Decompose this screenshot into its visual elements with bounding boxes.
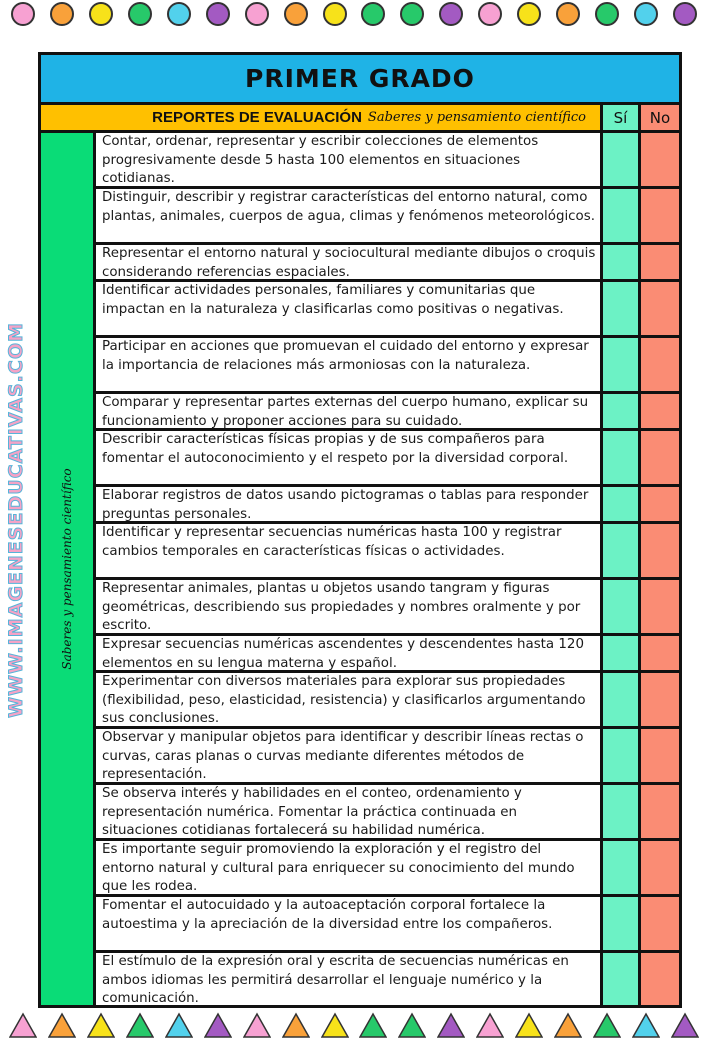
yes-cell[interactable] (603, 636, 641, 670)
decor-triangle (321, 1012, 349, 1038)
no-cell[interactable] (641, 338, 679, 391)
criterion-text: Fomentar el autocuidado y la autoaceptación corporal fortalece la autoestima y la apreciación de la diversidad entre los compañeros. (96, 897, 603, 950)
criteria-table (96, 133, 679, 1005)
table-row (96, 729, 679, 785)
no-cell[interactable] (641, 524, 679, 577)
criterion-text: Elaborar registros de datos usando pictogramas o tablas para responder preguntas personales. (96, 487, 603, 521)
yes-cell[interactable] (603, 785, 641, 838)
decor-triangle (243, 1012, 271, 1038)
criterion-text: Es importante seguir promoviendo la exploración y el registro del entorno natural y cultural para enriquecer su conocimiento del mundo que les rodea. (96, 841, 603, 894)
table-row (96, 673, 679, 729)
yes-cell[interactable] (603, 431, 641, 484)
yes-cell[interactable] (603, 282, 641, 335)
decor-triangle (48, 1012, 76, 1038)
no-cell[interactable] (641, 394, 679, 428)
no-cell[interactable] (641, 431, 679, 484)
decor-dot (50, 2, 74, 26)
decor-dot (284, 2, 308, 26)
no-cell[interactable] (641, 953, 679, 1005)
decor-triangle (282, 1012, 310, 1038)
table-row (96, 524, 679, 580)
table-row (96, 841, 679, 897)
report-header-subtitle: Saberes y pensamiento científico (367, 110, 586, 125)
decor-triangle (398, 1012, 426, 1038)
no-cell[interactable] (641, 245, 679, 279)
criterion-text: Experimentar con diversos materiales para explorar sus propiedades (flexibilidad, peso, elasticidad, resistencia) y clasificarlos argumentando sus conclusiones. (96, 673, 603, 726)
table-row (96, 636, 679, 673)
no-cell[interactable] (641, 487, 679, 521)
table-row (96, 580, 679, 636)
decor-dot (128, 2, 152, 26)
decor-dot (245, 2, 269, 26)
decor-triangle (593, 1012, 621, 1038)
no-cell[interactable] (641, 841, 679, 894)
criterion-text: Identificar actividades personales, familiares y comunitarias que impactan en la naturaleza y clasificarlas como positivas o negativas. (96, 282, 603, 335)
criterion-text: Identificar y representar secuencias numéricas hasta 100 y registrar cambios temporales en características físicas o actividades. (96, 524, 603, 577)
yes-cell[interactable] (603, 189, 641, 242)
criterion-text: Describir características físicas propias y de sus compañeros para fomentar el autoconocimiento y el respeto por la diversidad corporal. (96, 431, 603, 484)
table-row (96, 487, 679, 524)
side-label-column (41, 133, 96, 1005)
criterion-text: Contar, ordenar, representar y escribir colecciones de elementos progresivamente desde 5 hasta 100 elementos en situaciones cotidianas. (96, 133, 603, 186)
table-row (96, 394, 679, 431)
table-row (96, 133, 679, 189)
decor-dot (556, 2, 580, 26)
criterion-text: Participar en acciones que promuevan el cuidado del entorno y expresar la importancia de relaciones más armoniosas con la naturaleza. (96, 338, 603, 391)
yes-column-header: Sí (603, 105, 641, 133)
decor-dot (400, 2, 424, 26)
table-row (96, 431, 679, 487)
decor-triangle (476, 1012, 504, 1038)
criterion-text: Representar animales, plantas u objetos usando tangram y figuras geométricas, describiendo sus propiedades y nombres oralmente y por escrito. (96, 580, 603, 633)
report-header-title: REPORTES DE EVALUACIÓN (152, 109, 362, 126)
yes-cell[interactable] (603, 953, 641, 1005)
table-row (96, 338, 679, 394)
no-cell[interactable] (641, 785, 679, 838)
decor-dot (11, 2, 35, 26)
page-title: PRIMER GRADO (41, 55, 679, 105)
decor-triangle (9, 1012, 37, 1038)
watermark-text: WWW.IMAGENESEDUCATIVAS.COM (5, 322, 27, 718)
criterion-text: Distinguir, describir y registrar características del entorno natural, como plantas, animales, cuerpos de agua, climas y fenómenos meteorológicos. (96, 189, 603, 242)
decor-triangle (165, 1012, 193, 1038)
yes-cell[interactable] (603, 338, 641, 391)
decor-triangle (671, 1012, 699, 1038)
table-row (96, 785, 679, 841)
decor-dot (89, 2, 113, 26)
yes-cell[interactable] (603, 673, 641, 726)
report-header (41, 105, 603, 133)
criterion-text: Observar y manipular objetos para identificar y describir líneas rectas o curvas, caras planas o curvas mediante diferentes métodos de representación. (96, 729, 603, 782)
bottom-triangle-border (0, 1010, 720, 1040)
yes-cell[interactable] (603, 729, 641, 782)
no-cell[interactable] (641, 189, 679, 242)
decor-triangle (126, 1012, 154, 1038)
table-row (96, 953, 679, 1005)
no-cell[interactable] (641, 580, 679, 633)
decor-triangle (515, 1012, 543, 1038)
criterion-text: El estímulo de la expresión oral y escrita de secuencias numéricas en ambos idiomas les permitirá desarrollar el lenguaje numérico y la comunicación. (96, 953, 603, 1005)
watermark (4, 322, 28, 718)
decor-dot (595, 2, 619, 26)
decor-dot (323, 2, 347, 26)
decor-triangle (87, 1012, 115, 1038)
side-label: Saberes y pensamiento científico (60, 468, 74, 670)
decor-triangle (632, 1012, 660, 1038)
decor-triangle (204, 1012, 232, 1038)
decor-triangle (437, 1012, 465, 1038)
decor-dot (439, 2, 463, 26)
no-cell[interactable] (641, 282, 679, 335)
yes-cell[interactable] (603, 487, 641, 521)
yes-cell[interactable] (603, 133, 641, 186)
yes-cell[interactable] (603, 580, 641, 633)
yes-cell[interactable] (603, 245, 641, 279)
no-cell[interactable] (641, 673, 679, 726)
decor-dot (478, 2, 502, 26)
top-dot-border (0, 0, 720, 30)
table-row (96, 245, 679, 282)
criterion-text: Representar el entorno natural y sociocultural mediante dibujos o croquis considerando referencias espaciales. (96, 245, 603, 279)
criterion-text: Se observa interés y habilidades en el conteo, ordenamiento y representación numérica. Fomentar la práctica continuada en situaciones cotidianas fortalecerá su habilidad numérica. (96, 785, 603, 838)
decor-dot (167, 2, 191, 26)
criterion-text: Expresar secuencias numéricas ascendentes y descendentes hasta 120 elementos en su lengua materna y español. (96, 636, 603, 670)
criterion-text: Comparar y representar partes externas del cuerpo humano, explicar su funcionamiento y proponer acciones para su cuidado. (96, 394, 603, 428)
no-cell[interactable] (641, 897, 679, 950)
decor-dot (634, 2, 658, 26)
yes-cell[interactable] (603, 524, 641, 577)
table-row (96, 282, 679, 338)
no-cell[interactable] (641, 133, 679, 186)
table-row (96, 189, 679, 245)
no-column-header: No (641, 105, 679, 133)
yes-cell[interactable] (603, 841, 641, 894)
decor-triangle (554, 1012, 582, 1038)
no-cell[interactable] (641, 729, 679, 782)
decor-dot (517, 2, 541, 26)
decor-triangle (359, 1012, 387, 1038)
table-row (96, 897, 679, 953)
no-cell[interactable] (641, 636, 679, 670)
yes-cell[interactable] (603, 394, 641, 428)
decor-dot (206, 2, 230, 26)
decor-dot (673, 2, 697, 26)
decor-dot (361, 2, 385, 26)
yes-cell[interactable] (603, 897, 641, 950)
evaluation-sheet (38, 52, 682, 1008)
